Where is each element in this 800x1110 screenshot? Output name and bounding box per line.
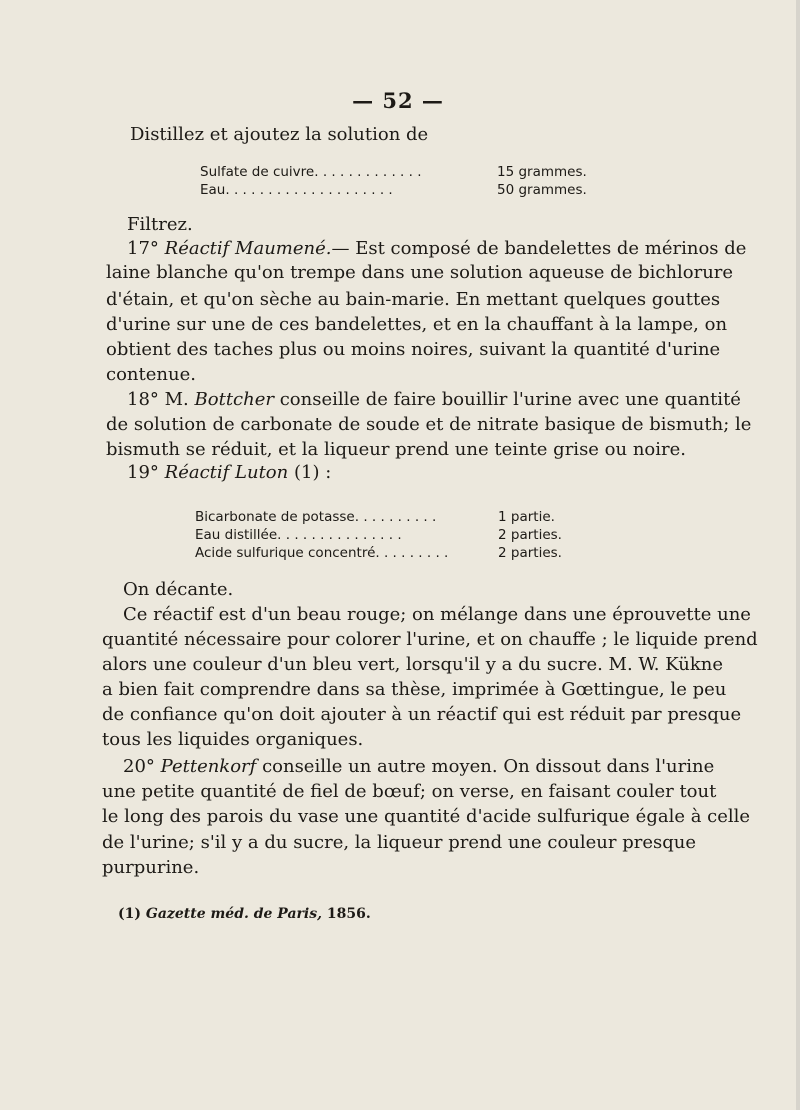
reactif-line: a bien fait comprendre dans sa thèse, imprimée à Gœttingue, le peu <box>102 679 727 700</box>
footnote-year: 1856. <box>326 906 371 922</box>
p20-line: de l'urine; s'il y a du sucre, la liqueur prend une couleur presque <box>102 832 697 853</box>
reactif-line: Ce réactif est d'un beau rouge; on mélange dans une éprouvette une <box>123 604 751 625</box>
p20-text: conseille un autre moyen. On dissout dans l'urine <box>262 756 715 777</box>
p19-line <box>127 460 331 486</box>
p19-footnote-ref: (1) : <box>293 462 332 483</box>
table2-item-name: Bicarbonate de potasse. . . . . . . . . . <box>195 509 437 525</box>
footnote <box>118 906 371 922</box>
table2-item-qty: 2 parties. <box>498 527 562 543</box>
footnote-mark: (1) <box>118 906 141 922</box>
page-edge <box>796 0 800 1110</box>
p17-number: 17° <box>127 238 159 259</box>
table1-item-name: Eau. . . . . . . . . . . . . . . . . . . . <box>200 182 393 198</box>
footnote-source: Gazette méd. de Paris, <box>145 906 322 922</box>
p19-reagent-name: Réactif Luton <box>164 462 289 483</box>
p20-number: 20° <box>123 756 155 777</box>
reactif-line: de confiance qu'on doit ajouter à un réactif qui est réduit par presque <box>102 704 742 725</box>
p20-line: une petite quantité de fiel de bœuf; on verse, en faisant couler tout <box>102 781 717 802</box>
p17-line: obtient des taches plus ou moins noires, suivant la quantité d'urine <box>106 339 721 360</box>
p20-first-line <box>123 754 714 780</box>
p17-reagent-name: Réactif Maumené. <box>164 238 332 259</box>
p18-first-line <box>127 387 741 413</box>
p19-number: 19° <box>127 462 159 483</box>
reactif-line: alors une couleur d'un bleu vert, lorsqu'il y a du sucre. M. W. Kükne <box>102 654 724 675</box>
p20-line: purpurine. <box>102 857 200 878</box>
table1-item-qty: 15 grammes. <box>497 164 587 180</box>
table2-item-name: Acide sulfurique concentré. . . . . . . . . <box>195 545 449 561</box>
table2-item-name: Eau distillée. . . . . . . . . . . . . . . <box>195 527 402 543</box>
p20-line: le long des parois du vase une quantité d'acide sulfurique égale à celle <box>102 806 751 827</box>
p17-line: contenue. <box>106 364 196 385</box>
table2-item-qty: 1 partie. <box>498 509 555 525</box>
p18-line: bismuth se réduit, et la liqueur prend une teinte grise ou noire. <box>106 439 686 460</box>
p18-line: de solution de carbonate de soude et de nitrate basique de bismuth; le <box>106 414 752 435</box>
p18-author-name: Bottcher <box>194 389 274 410</box>
page-number: — 52 — <box>352 88 444 113</box>
p17-line: d'urine sur une de ces bandelettes, et en la chauffant à la lampe, on <box>106 314 728 335</box>
p17-line: laine blanche qu'on trempe dans une solution aqueuse de bichlorure <box>106 262 734 283</box>
filtrez-line: Filtrez. <box>127 214 193 235</box>
reactif-line: quantité nécessaire pour colorer l'urine, et on chauffe ; le liquide prend <box>102 629 758 650</box>
p17-first-line <box>127 236 746 262</box>
table2-item-qty: 2 parties. <box>498 545 562 561</box>
reactif-line: tous les liquides organiques. <box>102 729 364 750</box>
intro-line: Distillez et ajoutez la solution de <box>130 124 429 145</box>
table1-item-name: Sulfate de cuivre. . . . . . . . . . . . . <box>200 164 422 180</box>
table1-item-qty: 50 grammes. <box>497 182 587 198</box>
p18-number: 18° M. <box>127 389 189 410</box>
p17-text: — Est composé de bandelettes de mérinos de <box>331 238 747 259</box>
p20-author-name: Pettenkorf <box>160 756 257 777</box>
p18-text: conseille de faire bouillir l'urine avec une quantité <box>279 389 741 410</box>
decante-line: On décante. <box>123 579 234 600</box>
p17-line: d'étain, et qu'on sèche au bain-marie. En mettant quelques gouttes <box>106 289 721 310</box>
